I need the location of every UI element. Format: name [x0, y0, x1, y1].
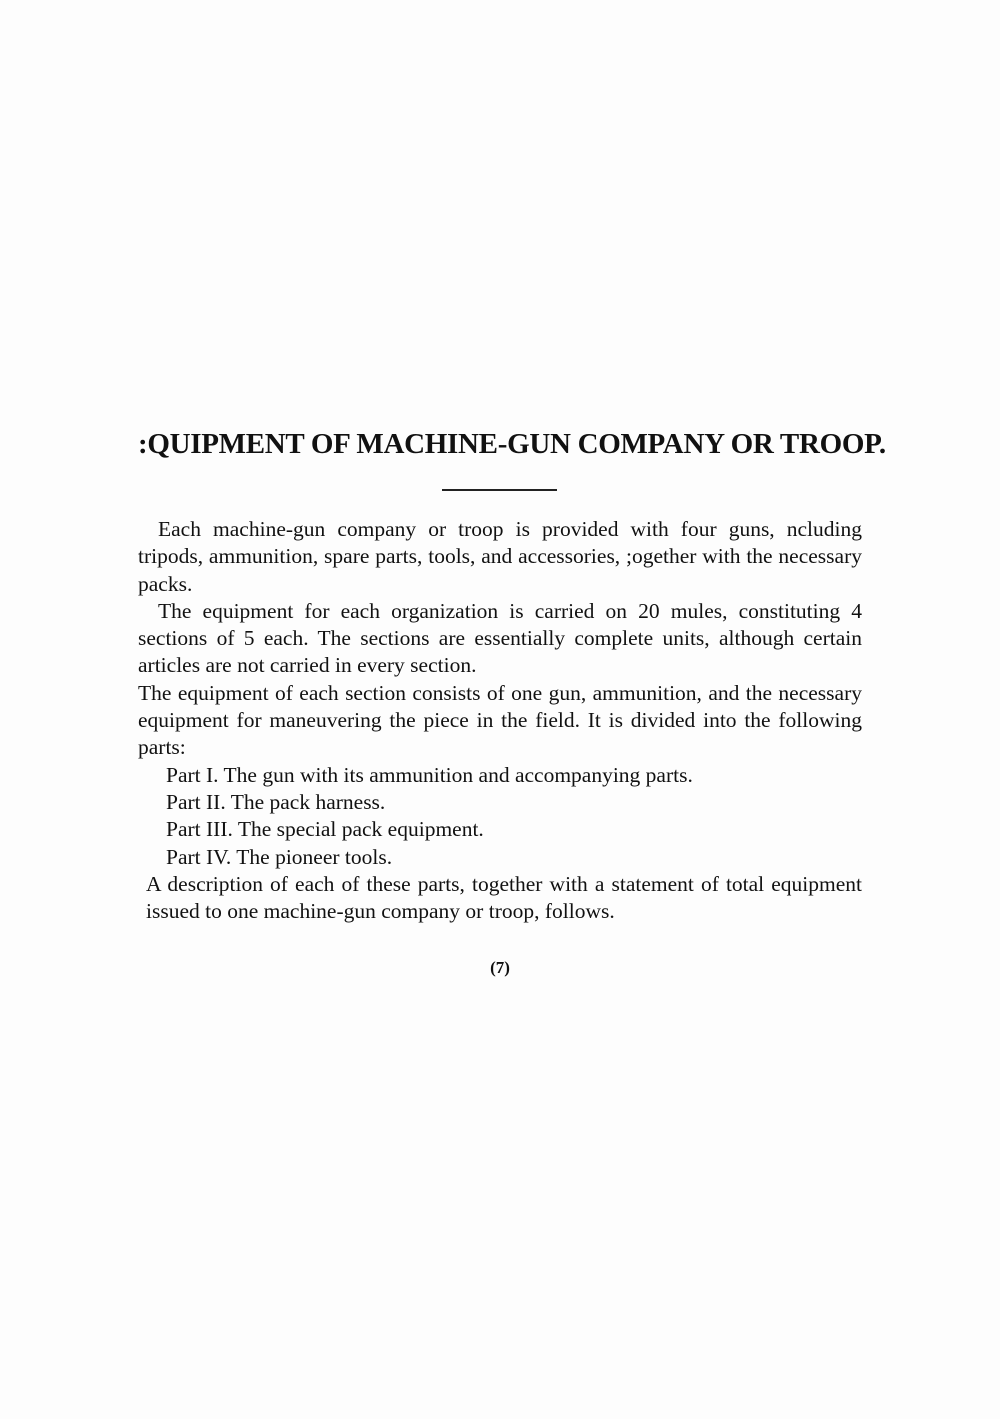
paragraph-2: The equipment for each organization is carried on 20 mules, constituting 4 sections of 5 each. The sections are essentially complete units, although certain articles are not carried in every section. — [138, 598, 862, 678]
part-item-1: Part I. The gun with its ammunition and accompanying parts. — [166, 762, 693, 787]
part-item-2: Part II. The pack harness. — [166, 789, 386, 814]
part-item-4: Part IV. The pioneer tools. — [166, 844, 393, 869]
page-number: (7) — [490, 958, 510, 977]
body-text — [138, 516, 862, 925]
part-item-3: Part III. The special pack equipment. — [166, 817, 484, 842]
page-heading: :QUIPMENT OF MACHINE-GUN COMPANY OR TROOP. — [138, 428, 886, 460]
paragraph-3: The equipment of each section consists of one gun, ammunition, and the necessary equipment for maneuvering the piece in the field. It is divided into the following parts: — [138, 680, 862, 760]
paragraph-1: Each machine-gun company or troop is provided with four guns, ncluding tripods, ammunition, spare parts, tools, and accessories, ;ogether with the necessary packs. — [138, 517, 862, 596]
heading-rule — [442, 489, 557, 491]
closing-paragraph: A description of each of these parts, together with a statement of total equipment issued to one machine-gun company or troop, follows. — [146, 871, 862, 924]
